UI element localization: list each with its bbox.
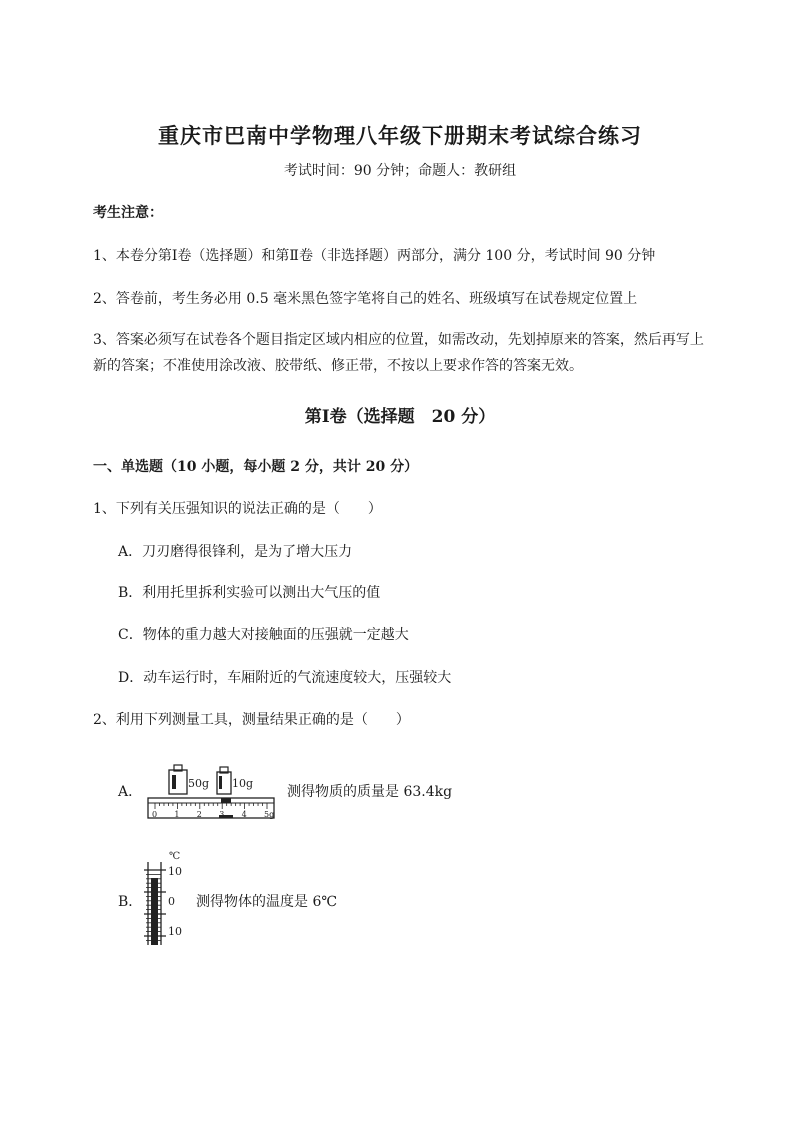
question-2-option-b-caption: 测得物体的温度是 6℃	[196, 894, 338, 910]
question-2-option-b-letter: B．	[118, 894, 143, 910]
scale-tick-label: 0	[152, 810, 158, 819]
notice-item-3: 3、答案必须写在试卷各个题目指定区域内相应的位置，如需改动，先划掉原来的答案，然后再写上新的答案；不准使用涂改液、胶带纸、修正带，不按以上要求作答的答案无效。	[93, 332, 704, 374]
question-1-option-c: C．物体的重力越大对接触面的压强就一定越大	[118, 627, 409, 643]
scale-bar	[148, 798, 274, 818]
thermometer-unit: ℃	[169, 851, 181, 862]
weight-10g-icon	[217, 767, 253, 794]
scale-tick-label: 4	[241, 810, 247, 819]
weight-10g-label: 10g	[232, 777, 254, 790]
notice-item-1: 1、本卷分第Ⅰ卷（选择题）和第Ⅱ卷（非选择题）两部分，满分 100 分，考试时间 90 分钟	[93, 248, 656, 264]
notice-heading: 考生注意：	[93, 205, 163, 221]
question-1-option-b: B．利用托里拆利实验可以测出大气压的值	[118, 585, 381, 601]
question-1-option-a: A．刀刃磨得很锋利，是为了增大压力	[118, 544, 353, 560]
mercury-column	[151, 878, 158, 945]
weight-50g-icon	[169, 765, 209, 794]
scale-tick-label: 2	[196, 810, 202, 819]
exam-title: 重庆市巴南中学物理八年级下册期末考试综合练习	[158, 123, 642, 148]
scale-tick-label: 3	[219, 810, 225, 819]
thermometer-tick-zero: 0	[168, 895, 175, 908]
thermometer-tick-top: 10	[168, 865, 182, 878]
question-1-option-d: D．动车运行时，车厢附近的气流速度较大，压强较大	[118, 670, 452, 686]
balance-scale-figure	[145, 762, 277, 822]
question-2-option-a-caption: 测得物质的质量是 63.4kg	[287, 784, 453, 800]
thermometer-tick-bottom: 10	[168, 925, 182, 938]
scale-tick-label: 1	[174, 810, 180, 819]
exam-subtitle: 考试时间：90 分钟；命题人：教研组	[283, 163, 517, 179]
part-heading: 一、单选题（10 小题，每小题 2 分，共计 20 分）	[93, 459, 419, 475]
question-1-stem: 1、下列有关压强知识的说法正确的是（ ）	[93, 501, 382, 517]
thermometer-figure	[142, 848, 192, 948]
question-2-option-a-letter: A．	[118, 784, 143, 800]
rider-marker	[221, 798, 231, 803]
question-2-stem: 2、利用下列测量工具，测量结果正确的是（ ）	[93, 712, 410, 728]
weight-50g-label: 50g	[188, 777, 210, 790]
scale-tick-label: 5g	[264, 810, 275, 819]
notice-item-2: 2、答卷前，考生务必用 0.5 毫米黑色签字笔将自己的姓名、班级填写在试卷规定位置上	[93, 291, 638, 307]
section-title: 第Ⅰ卷（选择题 20 分）	[304, 407, 496, 427]
